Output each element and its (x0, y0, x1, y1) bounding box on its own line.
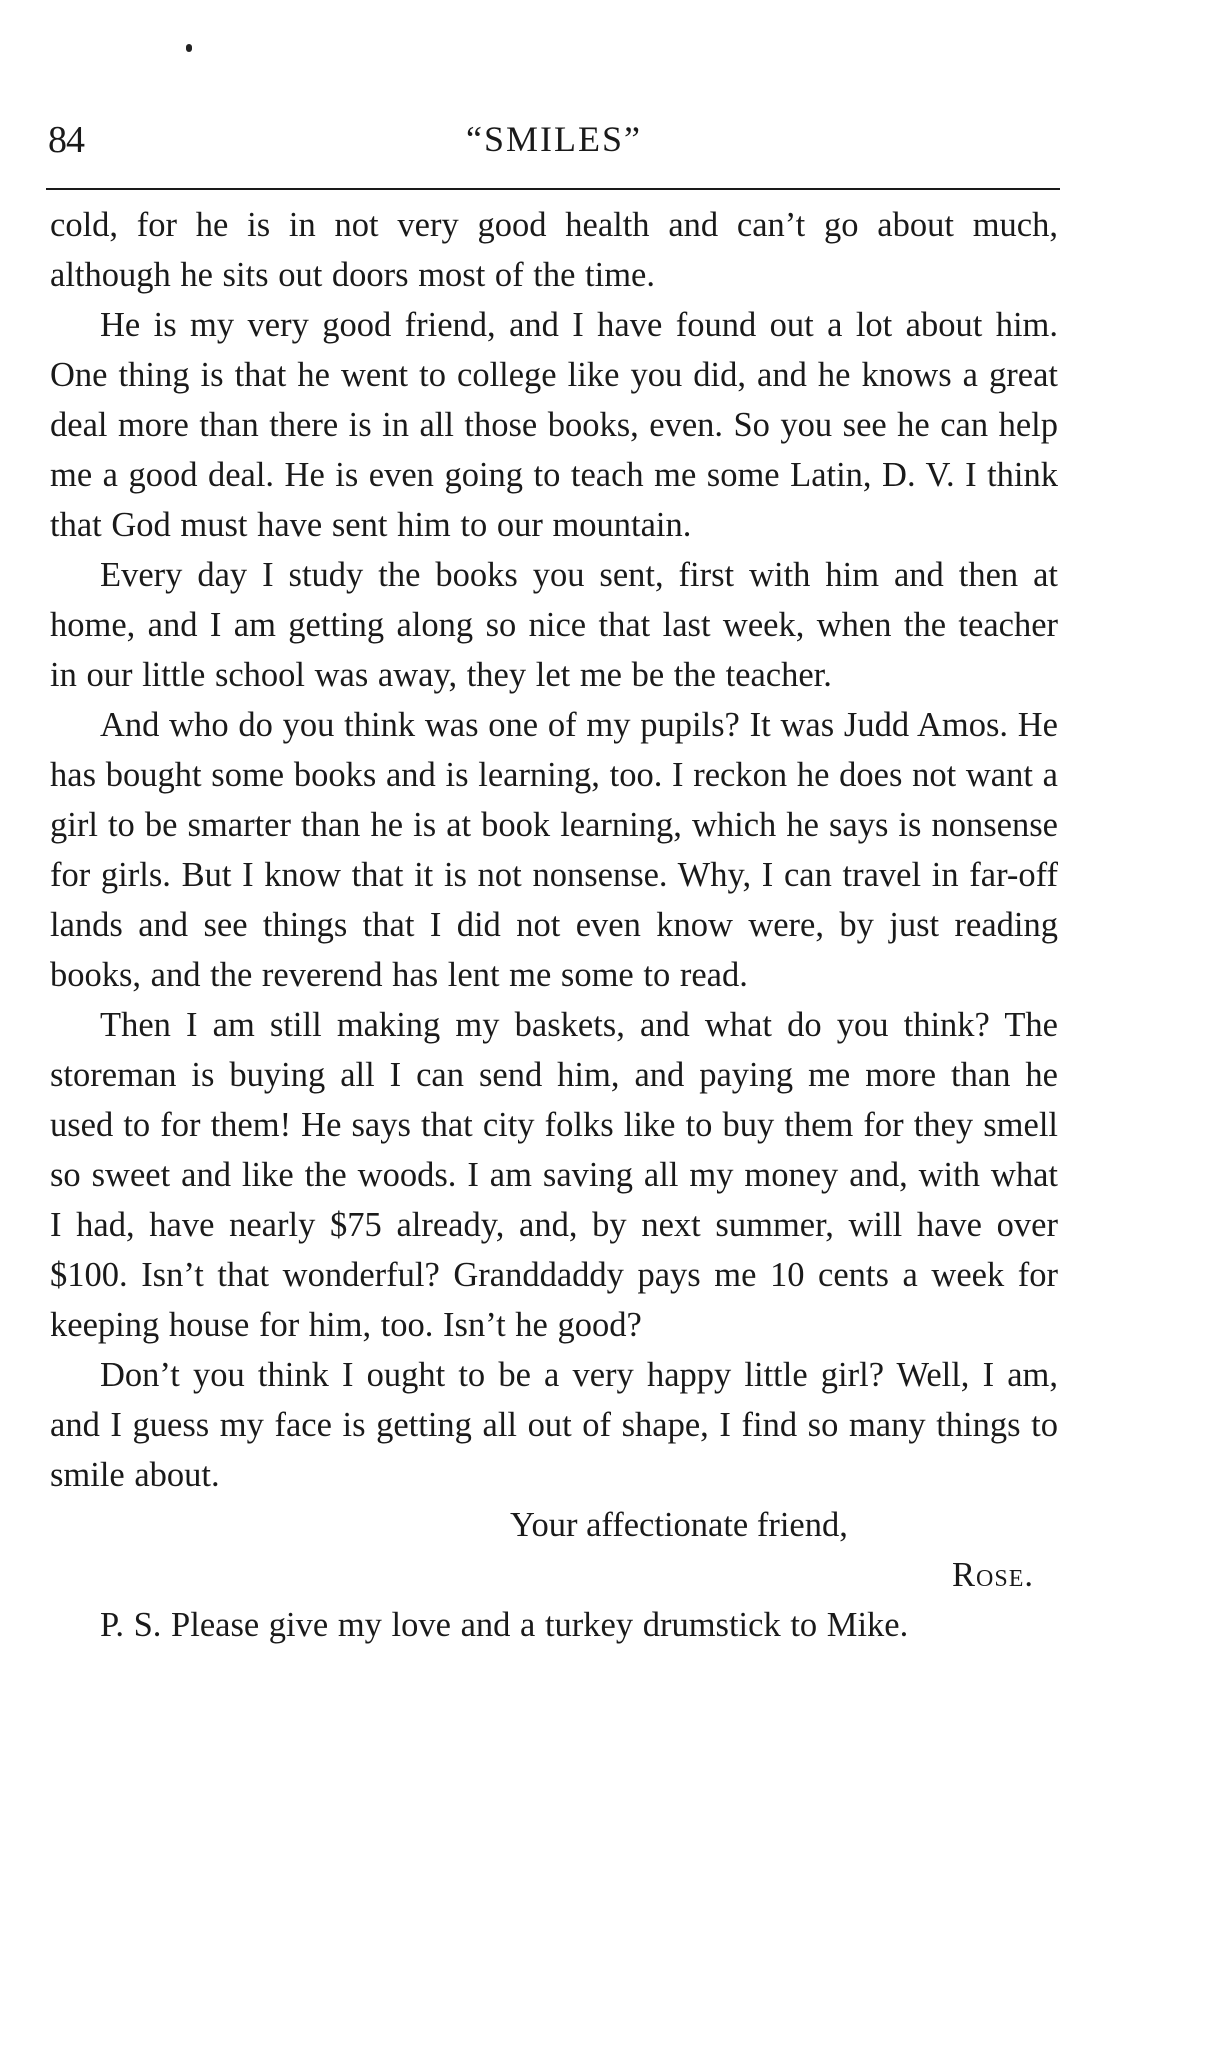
paragraph: And who do you think was one of my pupils? It was Judd Amos. He has bought some books and is learning, too. I reckon he does not want a girl to be smarter than he is at book learning, which he says is nonsense for girls. But I know that it is not nonsense. Why, I can travel in far-off lands and see things that I did not even know were, by just reading books, and the reverend has lent me some to read. (50, 706, 1058, 994)
closing-salutation: Your affectionate friend, (510, 1506, 848, 1544)
paragraph-continuation: cold, for he is in not very good health and can’t go about much, although he sits out doors most of the time. (50, 206, 1058, 294)
header-rule (46, 188, 1060, 190)
paragraph: Every day I study the books you sent, first with him and then at home, and I am getting along so nice that last week, when the teacher in our little school was away, they let me be the teacher. (50, 556, 1058, 694)
paragraph: Don’t you think I ought to be a very happy little girl? Well, I am, and I guess my face is getting all out of shape, I find so many things to smile about. (50, 1356, 1058, 1494)
postscript: P. S. Please give my love and a turkey drumstick to Mike. (100, 1606, 909, 1644)
running-title: “SMILES” (466, 119, 642, 159)
signature: Rose. (952, 1556, 1034, 1594)
ink-speck (186, 44, 192, 52)
page-header (48, 118, 1060, 178)
page-number: 84 (48, 119, 84, 161)
paragraph: Then I am still making my baskets, and what do you think? The storeman is buying all I can send him, and paying me more than he used to for them! He says that city folks like to buy them for they smell so sweet and like the woods. I am saving all my money and, with what I had, have nearly $75 already, and, by next summer, will have over $100. Isn’t that wonderful? Granddaddy pays me 10 cents a week for keeping house for him, too. Isn’t he good? (50, 1006, 1058, 1344)
paragraph: He is my very good friend, and I have found out a lot about him. One thing is that he went to college like you did, and he knows a great deal more than there is in all those books, even. So you see he can help me a good deal. He is even going to teach me some Latin, D. V. I think that God must have sent him to our mountain. (50, 306, 1058, 544)
letter-body (50, 200, 1058, 1650)
